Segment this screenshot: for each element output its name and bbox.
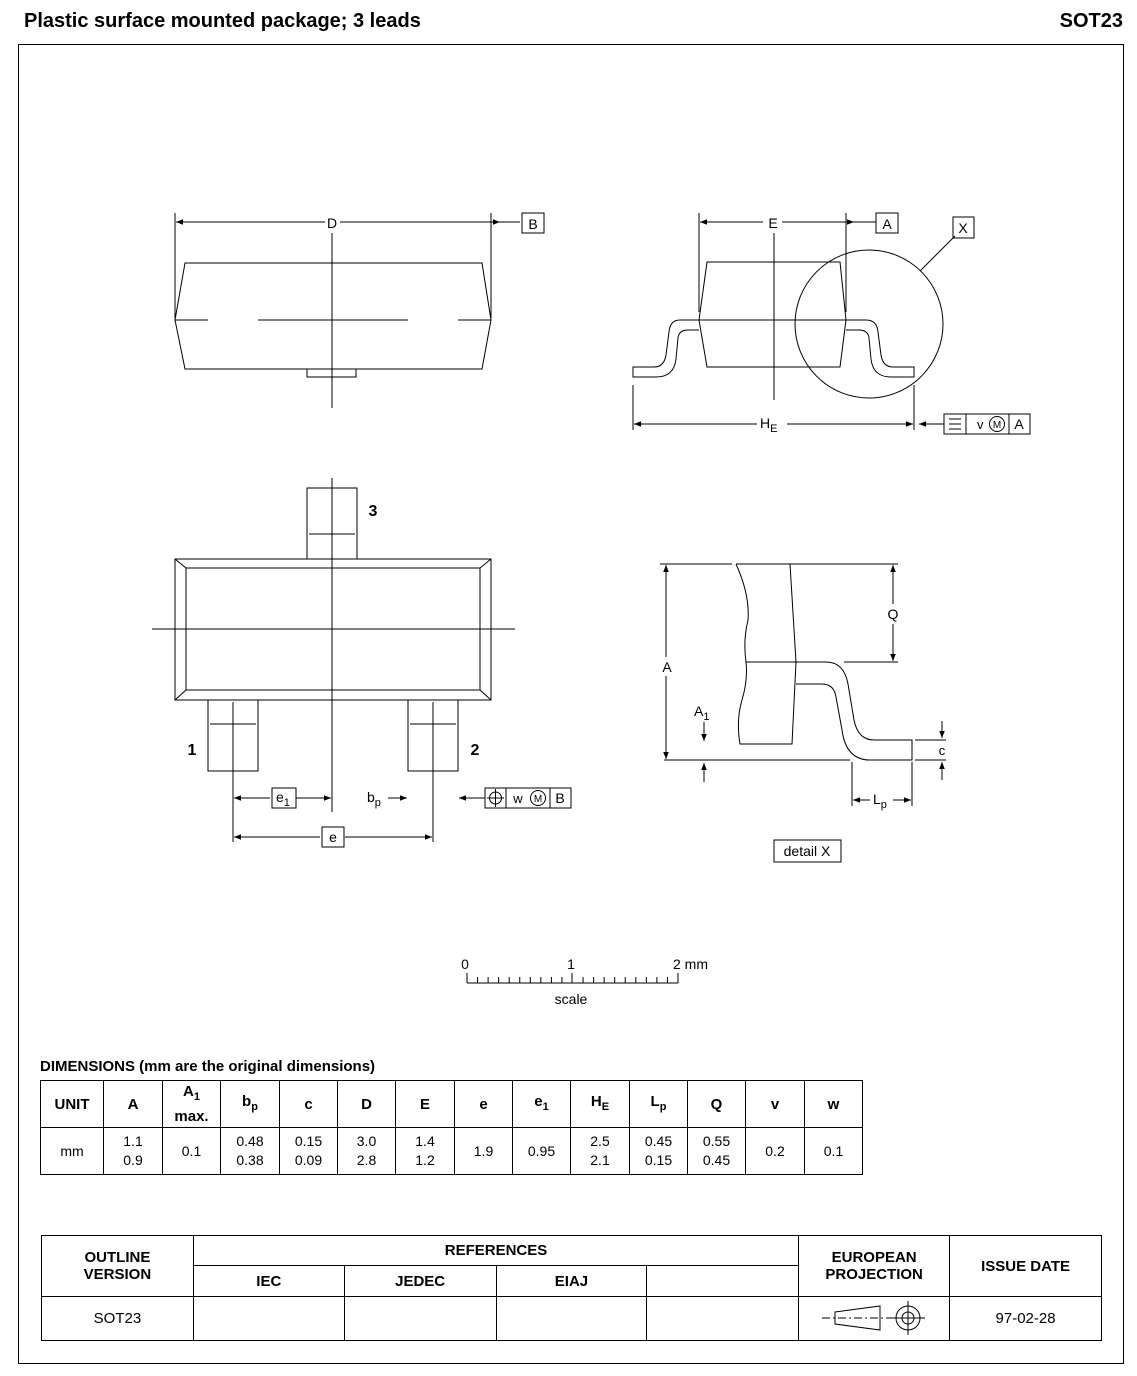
top-view bbox=[175, 213, 544, 408]
outline-version-header: OUTLINE VERSION bbox=[42, 1236, 194, 1297]
blank-reference-value bbox=[647, 1297, 799, 1341]
eiaj-header: EIAJ bbox=[496, 1266, 647, 1297]
hdr-unit: UNIT bbox=[41, 1081, 104, 1128]
jedec-header: JEDEC bbox=[344, 1266, 496, 1297]
hdr-bp: $b_p$ bbox=[221, 1081, 280, 1128]
scale-tick-0: 0 bbox=[461, 956, 469, 972]
tol-w-label: w bbox=[513, 791, 523, 806]
bottom-view bbox=[152, 478, 571, 847]
hdr-he: $H_E$ bbox=[571, 1081, 630, 1128]
outline-version-value: SOT23 bbox=[42, 1297, 194, 1341]
dimensions-title: DIMENSIONS (mm are the original dimensions) bbox=[40, 1058, 376, 1075]
scale-tick-2: 2 mm bbox=[673, 956, 708, 972]
dimensions-header-row bbox=[41, 1081, 863, 1128]
issue-date-value: 97-02-28 bbox=[950, 1297, 1102, 1341]
val-lp: 0.45 0.15 bbox=[630, 1128, 688, 1175]
val-e1: 0.95 bbox=[513, 1128, 571, 1175]
scale-tick-1: 1 bbox=[567, 956, 575, 972]
val-d: 3.0 2.8 bbox=[338, 1128, 396, 1175]
right-gull-wing-lead bbox=[846, 320, 914, 377]
val-a1: 0.1 bbox=[163, 1128, 221, 1175]
package-code: SOT23 bbox=[1059, 10, 1123, 32]
side-view bbox=[633, 213, 1030, 434]
dim-e1-label: $e_1$ bbox=[276, 789, 290, 809]
scale-bar bbox=[467, 973, 678, 983]
detail-body-section bbox=[736, 564, 796, 744]
dim-d-label: D bbox=[326, 215, 338, 231]
dim-a-label: A bbox=[662, 659, 672, 675]
hdr-q: Q bbox=[688, 1081, 746, 1128]
detail-lead-section bbox=[796, 662, 912, 760]
val-c: 0.15 0.09 bbox=[280, 1128, 338, 1175]
hdr-w: w bbox=[805, 1081, 863, 1128]
dim-a1-label: $A_1$ bbox=[694, 703, 710, 723]
val-a: 1.1 0.9 bbox=[104, 1128, 163, 1175]
dimensions-table bbox=[40, 1080, 863, 1175]
tol-v-label: v bbox=[977, 417, 984, 432]
left-gull-wing-lead bbox=[633, 320, 699, 377]
datum-a-label: A bbox=[882, 216, 892, 232]
hdr-e: E bbox=[396, 1081, 455, 1128]
dim-c-label: c bbox=[938, 743, 946, 758]
blank-reference-header bbox=[647, 1266, 799, 1297]
val-he: 2.5 2.1 bbox=[571, 1128, 630, 1175]
page-title: Plastic surface mounted package; 3 leads bbox=[24, 10, 421, 32]
references-table bbox=[41, 1235, 1102, 1341]
iec-value bbox=[193, 1297, 344, 1341]
val-bp: 0.48 0.38 bbox=[221, 1128, 280, 1175]
val-unit: mm bbox=[41, 1128, 104, 1175]
eiaj-value bbox=[496, 1297, 647, 1341]
top-body-outline bbox=[175, 263, 491, 369]
tol-m-label-2: M bbox=[533, 794, 543, 805]
scale-label: scale bbox=[554, 991, 588, 1007]
dim-e-label: E bbox=[768, 215, 778, 231]
val-q: 0.55 0.45 bbox=[688, 1128, 746, 1175]
projection-symbol-cell bbox=[799, 1297, 950, 1341]
tol-ref-a-label: A bbox=[1014, 416, 1024, 432]
issue-date-header: ISSUE DATE bbox=[950, 1236, 1102, 1297]
hdr-d: D bbox=[338, 1081, 396, 1128]
dim-q-label: Q bbox=[887, 606, 899, 622]
datum-b-label: B bbox=[528, 216, 538, 232]
dim-bp-label: $b_p$ bbox=[367, 789, 381, 809]
jedec-value bbox=[344, 1297, 496, 1341]
hdr-a1: $A_1$ max. bbox=[163, 1081, 221, 1128]
pin2-label: 2 bbox=[470, 742, 480, 759]
dimensions-value-row bbox=[41, 1128, 863, 1175]
tol-m-label: M bbox=[992, 420, 1002, 431]
detail-x-marker: X bbox=[958, 220, 968, 236]
val-e-pitch: 1.9 bbox=[455, 1128, 513, 1175]
hdr-v: v bbox=[746, 1081, 805, 1128]
hdr-e1: $e_1$ bbox=[513, 1081, 571, 1128]
side-body-outline bbox=[699, 262, 846, 367]
pin3-label: 3 bbox=[368, 503, 378, 520]
dim-he-label: $H_E$ bbox=[760, 415, 778, 435]
hdr-e-pitch: e bbox=[455, 1081, 513, 1128]
hdr-lp: $L_p$ bbox=[630, 1081, 688, 1128]
hdr-a: A bbox=[104, 1081, 163, 1128]
references-header: REFERENCES bbox=[193, 1236, 798, 1266]
pin1-label: 1 bbox=[187, 742, 197, 759]
val-w: 0.1 bbox=[805, 1128, 863, 1175]
iec-header: IEC bbox=[193, 1266, 344, 1297]
hdr-c: c bbox=[280, 1081, 338, 1128]
dim-e-pitch-label: e bbox=[329, 829, 337, 845]
val-e: 1.4 1.2 bbox=[396, 1128, 455, 1175]
european-projection-header: EUROPEAN PROJECTION bbox=[799, 1236, 950, 1297]
val-v: 0.2 bbox=[746, 1128, 805, 1175]
detail-x-circle bbox=[795, 250, 943, 398]
tol-ref-b-label: B bbox=[555, 790, 565, 806]
dim-lp-label: $L_p$ bbox=[873, 791, 887, 811]
detail-x-label: detail X bbox=[783, 843, 831, 859]
